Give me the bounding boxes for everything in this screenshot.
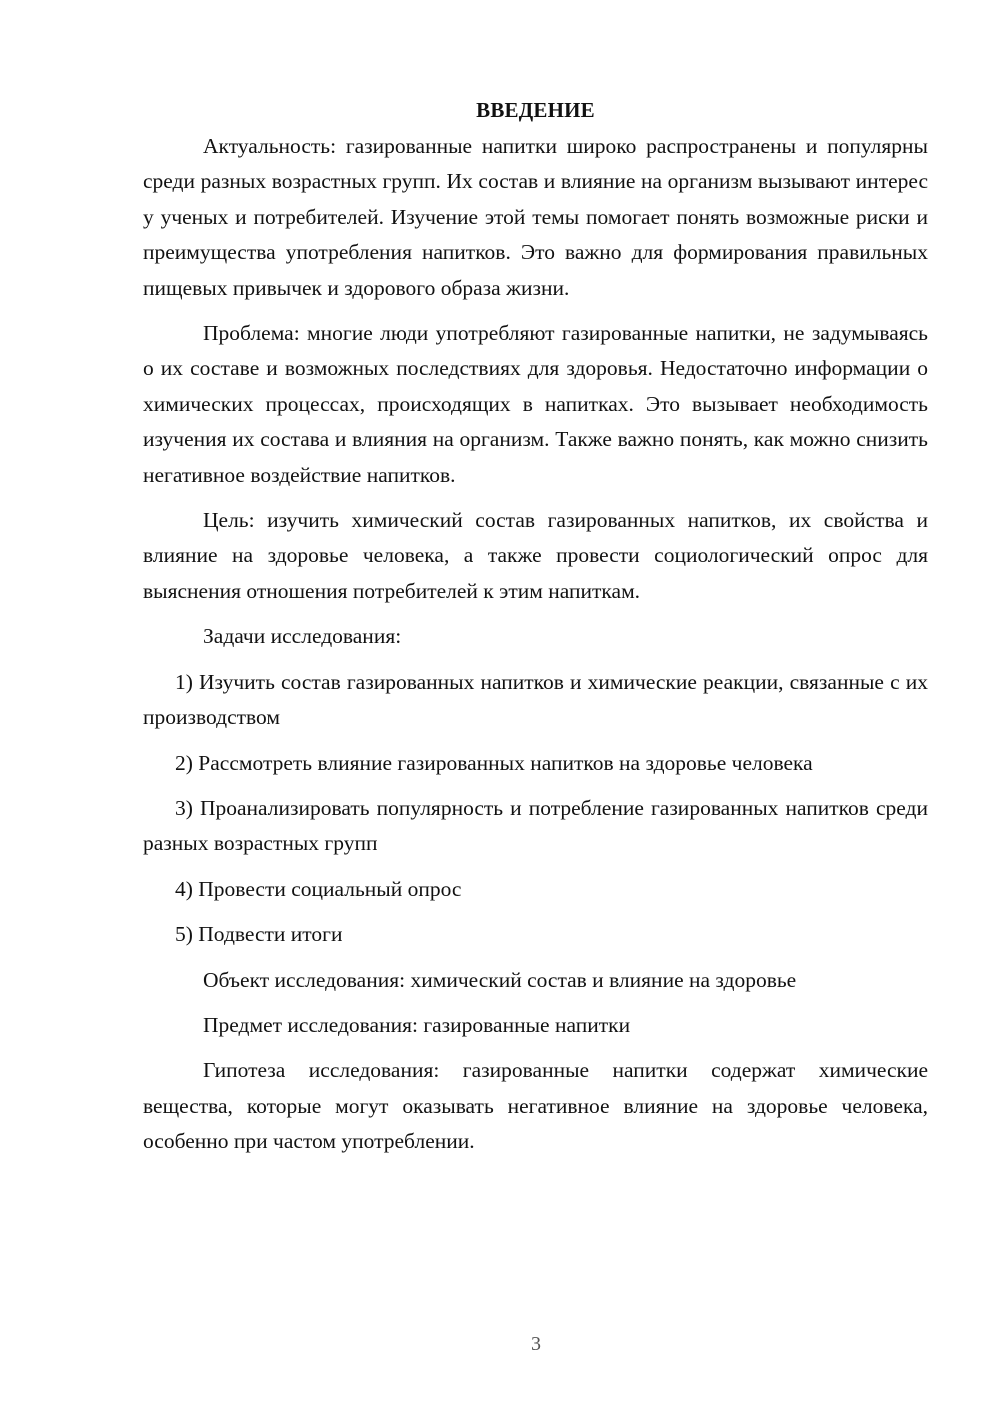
task-item-2: 2) Рассмотреть влияние газированных напитков на здоровье человека: [175, 750, 813, 775]
task-item-3: 3) Проанализировать популярность и потребление газированных напитков среди разных возрастных групп: [143, 795, 928, 856]
goal-paragraph: Цель: изучить химический состав газированных напитков, их свойства и влияние на здоровье человека, а также провести социологический опрос для выяснения отношения потребителей к этим напиткам.: [143, 508, 928, 603]
problem-paragraph: Проблема: многие люди употребляют газированные напитки, не задумываясь о их составе и возможных последствиях для здоровья. Недостаточно информации о химических процессах, происходящих в напитках. Это вызывает необходимость изучения их состава и влияния на организм. Также важно понять, как можно снизить негативное воздействие напитков.: [143, 321, 928, 487]
page-number: 3: [531, 1333, 541, 1355]
document-page: [143, 94, 928, 1170]
section-title: ВВЕДЕНИЕ: [476, 98, 595, 122]
hypothesis-paragraph: Гипотеза исследования: газированные напитки содержат химические вещества, которые могут оказывать негативное влияние на здоровье человека, особенно при частом употреблении.: [143, 1058, 928, 1154]
relevance-paragraph: Актуальность: газированные напитки широко распространены и популярны среди разных возрастных групп. Их состав и влияние на организм вызывают интерес у ученых и потребителей. Изучение этой темы помогает понять возможные риски и преимущества употребления напитков. Это важно для формирования правильных пищевых привычек и здорового образа жизни.: [143, 134, 928, 300]
research-subject: Предмет исследования: газированные напитки: [203, 1012, 631, 1037]
task-item-1: 1) Изучить состав газированных напитков и химические реакции, связанные с их производством: [143, 669, 928, 730]
task-item-4: 4) Провести социальный опрос: [175, 876, 462, 901]
task-item-5: 5) Подвести итоги: [175, 922, 343, 947]
tasks-heading: Задачи исследования:: [203, 624, 402, 649]
research-object: Объект исследования: химический состав и влияние на здоровье: [203, 967, 797, 992]
